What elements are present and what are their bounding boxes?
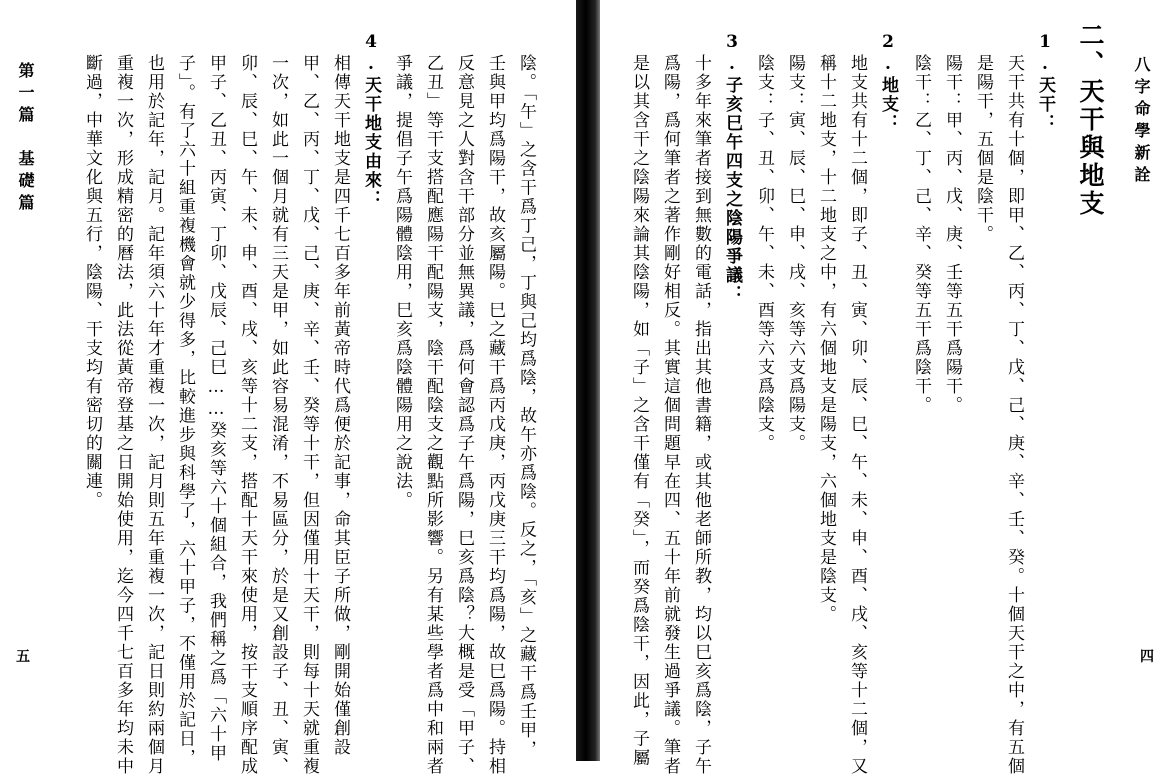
paragraph-line: 乙丑」等干支搭配應陽干配陽支，陰干配陰支之觀點所影響。另有某些學者爲中和兩者 xyxy=(423,54,443,776)
paragraph-line: 也用於記年，記月。記年須六十年才重複一次，記月則五年重複一次，記日則約兩個月 xyxy=(144,54,164,776)
section-number-1: 1. xyxy=(1035,32,1055,76)
running-header-left: 第一篇 基礎篇 xyxy=(16,62,35,216)
paragraph-line: 十多年來筆者接到無數的電話，指出其他書籍，或其他老師所教，均以巳亥爲陰，子午 xyxy=(691,54,711,776)
paragraph-line: 爭議，提倡子午爲陽體陰用，巳亥爲陰體陽用之說法。 xyxy=(392,54,412,510)
section-number-4: 4. xyxy=(361,32,381,76)
paragraph-line: 天干共有十個，即甲、乙、丙、丁、戊、己、庚、辛、壬、癸。十個天干之中，有五個 xyxy=(1004,54,1024,776)
paragraph-line: 是以其含干之陰陽來論其陰陽，如「子」之含干僅有「癸」，而癸爲陰干，因此，子屬 xyxy=(629,54,649,768)
paragraph-line: 陰干：乙、丁、己、辛、癸等五干爲陰干。 xyxy=(911,54,931,415)
page-number-left: 五 xyxy=(16,649,30,665)
paragraph-line: 重複一次，形成精密的曆法，此法從黃帝登基之日開始使用，迄今四千七百多年均未中 xyxy=(113,54,133,776)
section-heading-3 xyxy=(716,32,747,304)
paragraph-line: 反意見之人對含干部分並無異議，爲何會認爲子午爲陽，巳亥爲陰？大概是受「甲子、 xyxy=(454,54,474,776)
paragraph-line: 子」。有了六十組重複機會就少得多，比較進步與科學了，六十甲子，不僅用於記日， xyxy=(175,54,195,768)
paragraph-line: 卯、辰、巳、午、未、申、酉、戌、亥等十二支，搭配十天干來使用，按干支順序配成 xyxy=(237,54,257,776)
paragraph-line: 甲子、乙丑、丙寅、丁卯、戊辰、己巳……癸亥等六十個組合，我們稱之爲「六十甲 xyxy=(206,54,226,763)
paragraph-line: 稱十二地支，十二地支之中，有六個地支是陽支，六個地支是陰支。 xyxy=(816,54,836,624)
paragraph-line: 地支共有十二個，即子、丑、寅、卯、辰、巳、午、未、申、酉、戌、亥等十二個，又 xyxy=(847,54,867,776)
paragraph-line: 是陽干，五個是陰干。 xyxy=(973,54,993,244)
right-page xyxy=(586,0,1168,776)
section-title-3: 子亥巳午四支之陰陽爭議： xyxy=(722,76,742,304)
paragraph-line: 壬與甲均爲陽干，故亥屬陽。巳之藏干爲丙戊庚，丙戊庚三干均爲陽，故巳爲陽。持相 xyxy=(485,54,505,776)
section-heading-1 xyxy=(1029,32,1060,133)
paragraph-line: 陰。「午」之含干爲丁己，丁與己均爲陰，故午亦爲陰。反之，「亥」之藏干爲壬甲， xyxy=(516,54,536,759)
section-title-2: 地支： xyxy=(878,76,898,133)
page-number-right: 四 xyxy=(1140,649,1154,665)
paragraph-line: 一次，如此一個月就有三天是甲，如此容易混淆，不易區分，於是又創設子、丑、寅、 xyxy=(268,54,288,776)
section-heading-2 xyxy=(872,32,903,133)
paragraph-line: 甲、乙、丙、丁、戊、己、庚、辛、壬、癸等十干，但因僅用十天干，則每十天就重複 xyxy=(299,54,319,776)
paragraph-line: 陽支：寅、辰、巳、申、戌、亥等六支爲陽支。 xyxy=(785,54,805,453)
running-header-right: 八字命學新詮 xyxy=(1132,56,1151,188)
chapter-title: 二、天干與地支 xyxy=(1076,22,1105,218)
section-number-3: 3. xyxy=(722,32,742,76)
paragraph-line: 斷過，中華文化與五行，陰陽、干支均有密切的關連。 xyxy=(82,54,102,510)
section-title-1: 天干： xyxy=(1035,76,1055,133)
section-heading-4 xyxy=(355,32,386,209)
paragraph-line: 爲陽，爲何筆者之著作剛好相反。其實這個問題早在四、五十年前就發生過爭議。筆者 xyxy=(660,54,680,776)
section-title-4: 天干地支由來： xyxy=(361,76,381,209)
paragraph-line: 陰支：子、丑、卯、午、未、酉等六支爲陰支。 xyxy=(754,54,774,453)
paragraph-line: 陽干：甲、丙、戊、庚、壬等五干爲陽干。 xyxy=(942,54,962,415)
section-number-2: 2. xyxy=(878,32,898,76)
paragraph-line: 相傳天干地支是四千七百多年前黃帝時代爲便於記事，命其臣子所做，剛開始僅創設 xyxy=(330,54,350,757)
